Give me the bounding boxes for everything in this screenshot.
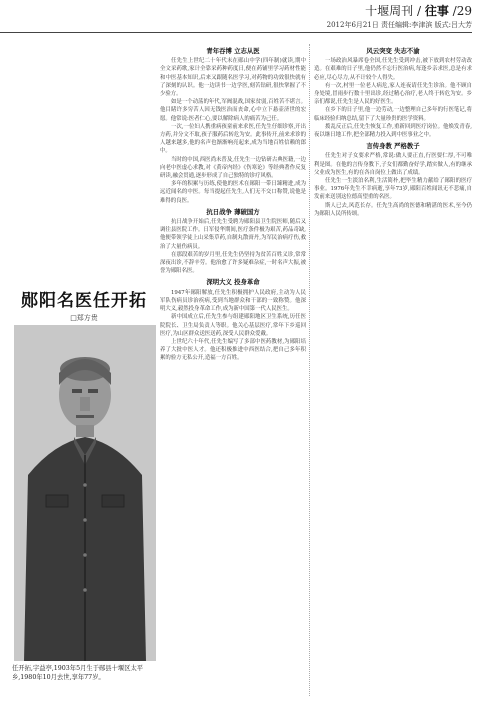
- section-heading: 言传身教 严格教子: [366, 142, 420, 151]
- photo-caption: 任开拓,字益亭,1903年5月生于郧县十堰区太平乡,1980年10月去世,享年77岁。: [12, 665, 144, 681]
- paragraph: 抗日战争开始后,任先生受聘为郧阳县卫生院医师,随后又调往县医院工作。日军侵华期间,医疗条件极为艰苦,药品奇缺,他便带领学徒上山采集草药,自制丸散膏丹,为军民治病疗伤,救治了大量伤病员。: [160, 219, 306, 250]
- paragraph: 在乡下的日子里,他一边劳动,一边整理自己多年的行医笔记,将临床经验归纳总结,留下了大量珍贵的医学资料。: [314, 107, 472, 122]
- paragraph: 任先生上世纪二十年代末在郧山中学(四年制)就读,期中全文采药歌,家计全靠采药种药度日,便在药铺里学习药材性能和中医基本知识,后来又跟随名医学习,对药物的功效很快就有了深刻的认识。他一边读书一边学医,刻苦钻研,很快掌握了不少验方。: [160, 58, 306, 98]
- paragraph: 拨乱反正后,任先生恢复工作,重新回到医疗岗位。他焕发青春,夜以继日地工作,把全部精力投入到中医事业之中。: [314, 123, 472, 139]
- article-column-1: [160, 44, 306, 696]
- paragraph: 斯人已去,风范长存。任先生高尚的医德和精湛的医术,至今仍为郧阳人民所传颂。: [314, 202, 472, 217]
- paragraph: 当时的中国,西医尚未普及,任先生一边钻研古典医籍,一边向老中医虚心求教,对《黄帝内经》《伤寒论》等经典著作反复研读,融会贯通,逐步形成了自己独特的诊疗风格。: [160, 156, 306, 180]
- paragraph: 上世纪六十年代,任先生编写了多部中医药教材,为郧阳培养了大批中医人才。他还积极推进中西医结合,把自己多年积累的验方无私公开,造福一方百姓。: [160, 338, 306, 362]
- paragraph: 一次,一位妇人携重病孩童前来求医,任先生仔细诊察,开出方药,并分文不取,孩子服药后转危为安。此事传开,前来求诊的人越来越多,他的名声也渐渐响亮起来,成为当地百姓信赖的郎中。: [160, 123, 306, 155]
- portrait-photo: [14, 325, 156, 661]
- section-heading: 深明大义 投身革命: [206, 278, 260, 287]
- page-number: 29: [456, 4, 472, 18]
- header-rule: [0, 32, 472, 33]
- designer-credit: 版式:吕大芳: [434, 21, 472, 29]
- masthead: 十堰周刊 / 往事 /29: [365, 4, 472, 18]
- section-heading: 青年吞博 立志从医: [206, 47, 260, 55]
- section-heading: 风云突变 失志不渝: [366, 47, 420, 55]
- section-name: 往事: [424, 4, 449, 18]
- paragraph: 多年的积累与历练,使他的医术在郧阳一带日臻精进,成为远近闻名的中医。每当提起任先生,人们无不交口称赞,说他是难得的良医。: [160, 181, 306, 204]
- page-meta: [327, 20, 472, 30]
- issue-date: 2012年6月21日: [326, 21, 379, 29]
- portrait-illustration: [14, 325, 156, 661]
- paragraph: 任先生一生淡泊名利,生活简朴,把毕生精力献给了郧阳的医疗事业。1976年先生不幸病逝,享年73岁,郧阳百姓闻讯无不悲痛,自发前来送别这位德高望重的名医。: [314, 178, 472, 201]
- section-heading: 抗日战争 薄破国方: [206, 207, 260, 216]
- article-author: □郑方贵: [70, 314, 98, 322]
- paragraph: 在那段艰苦的岁月里,任先生仍坚持为贫苦百姓义诊,常常深夜出诊,不辞辛劳。他治愈了许多疑难杂症,一时名声大振,被誉为郧阳名医。: [160, 251, 306, 275]
- paragraph: 如是一个动荡的年代,军阀混战,国家贫弱,百姓苦不堪言。他目睹许多穷苦人因无钱医治而丧命,心中立下悬壶济世的宏愿。他常说:医者仁心,要以解除病人的痛苦为己任。: [160, 99, 306, 122]
- column-divider: [309, 44, 310, 696]
- paragraph: 任先生对子女要求严格,常说:做人要正直,行医要仁厚,不可唯利是图。在他的言传身教下,子女们都勤奋好学,踏实做人,有的继承父业成为医生,有的在各自岗位上做出了成绩。: [314, 153, 472, 176]
- paragraph: 有一次,村里一位老人病危,家人连夜请任先生诊治。他不顾自身处境,冒雨步行数十里出诊,经过精心治疗,老人终于转危为安。乡亲们都说,任先生是人民的好医生。: [314, 82, 472, 106]
- paragraph: 新中国成立后,任先生参与组建郧阳地区卫生系统,历任医院院长、卫生局负责人等职。他关心基层医疗,常年下乡巡回医疗,为山区群众送医送药,深受人民群众爱戴。: [160, 314, 306, 337]
- paragraph: 一场政治风暴席卷全国,任先生受到冲击,被下放到农村劳动改造。在艰难的日子里,他仍然不忘行医治病,每逢乡亲求医,总是有求必应,尽心尽力,从不计较个人得失。: [314, 58, 472, 81]
- paper-name: 十堰周刊: [365, 4, 414, 18]
- editor-credit: 责任编辑:李津滨: [381, 21, 433, 29]
- article-column-2: [314, 44, 472, 696]
- paragraph: 1947年郧阳解放,任先生积极拥护人民政府,主动为人民军队伤病员诊治疾病,受到当地群众和干部的一致称赞。他深明大义,毅然投身革命工作,成为新中国第一代人民医生。: [160, 289, 306, 313]
- page-header: [0, 0, 486, 42]
- article-title: 郧阳名医任开拓: [21, 291, 147, 311]
